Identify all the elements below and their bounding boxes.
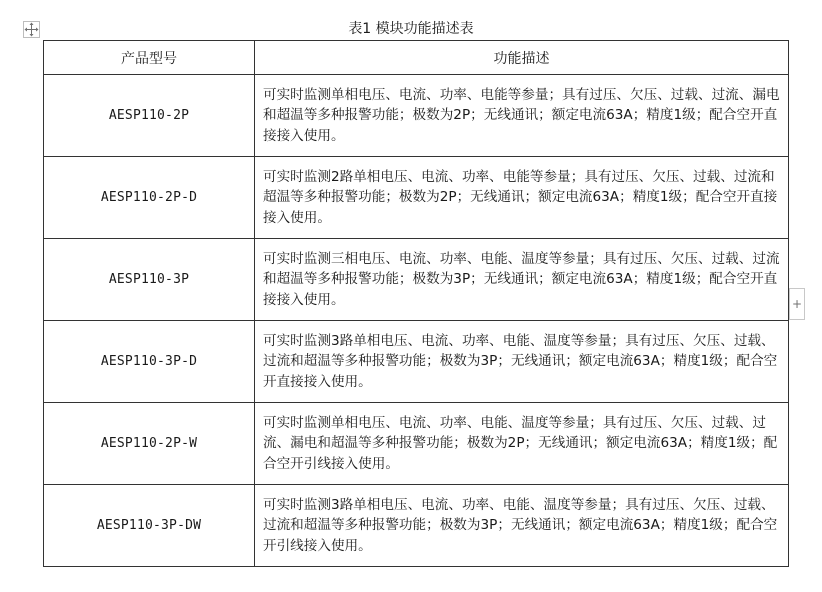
model-cell: AESP110-2P-W xyxy=(44,403,255,485)
add-column-button[interactable] xyxy=(789,288,805,320)
model-cell: AESP110-2P-D xyxy=(44,157,255,239)
header-model: 产品型号 xyxy=(44,41,255,75)
description-cell: 可实时监测3路单相电压、电流、功率、电能、温度等参量；具有过压、欠压、过载、过流和超温等多种报警功能；极数为3P；无线通讯；额定电流63A；精度1级；配合空开引线接入使用。 xyxy=(255,485,789,567)
table-row xyxy=(44,239,789,321)
description-cell: 可实时监测2路单相电压、电流、功率、电能等参量；具有过压、欠压、过载、过流和超温等多种报警功能；极数为2P；无线通讯；额定电流63A；精度1级；配合空开直接接入使用。 xyxy=(255,157,789,239)
plus-icon: + xyxy=(791,297,803,311)
description-cell: 可实时监测单相电压、电流、功率、电能、温度等参量；具有过压、欠压、过载、过流、漏电和超温等多种报警功能；极数为2P；无线通讯；额定电流63A；精度1级；配合空开引线接入使用。 xyxy=(255,403,789,485)
description-cell: 可实时监测三相电压、电流、功率、电能、温度等参量；具有过压、欠压、过载、过流和超温等多种报警功能；极数为3P；无线通讯；额定电流63A；精度1级；配合空开直接接入使用。 xyxy=(255,239,789,321)
module-function-table xyxy=(43,40,789,567)
model-cell: AESP110-3P xyxy=(44,239,255,321)
header-description: 功能描述 xyxy=(255,41,789,75)
table-row xyxy=(44,403,789,485)
table-row xyxy=(44,75,789,157)
description-cell: 可实时监测单相电压、电流、功率、电能等参量；具有过压、欠压、过载、过流、漏电和超温等多种报警功能；极数为2P；无线通讯；额定电流63A；精度1级；配合空开直接接入使用。 xyxy=(255,75,789,157)
model-cell: AESP110-3P-DW xyxy=(44,485,255,567)
model-cell: AESP110-2P xyxy=(44,75,255,157)
description-cell: 可实时监测3路单相电压、电流、功率、电能、温度等参量；具有过压、欠压、过载、过流和超温等多种报警功能；极数为3P；无线通讯；额定电流63A；精度1级；配合空开直接接入使用。 xyxy=(255,321,789,403)
model-cell: AESP110-3P-D xyxy=(44,321,255,403)
table-row xyxy=(44,321,789,403)
table-header-row xyxy=(44,41,789,75)
table-row xyxy=(44,157,789,239)
table-row xyxy=(44,485,789,567)
table-caption: 表1 模块功能描述表 xyxy=(348,21,474,37)
